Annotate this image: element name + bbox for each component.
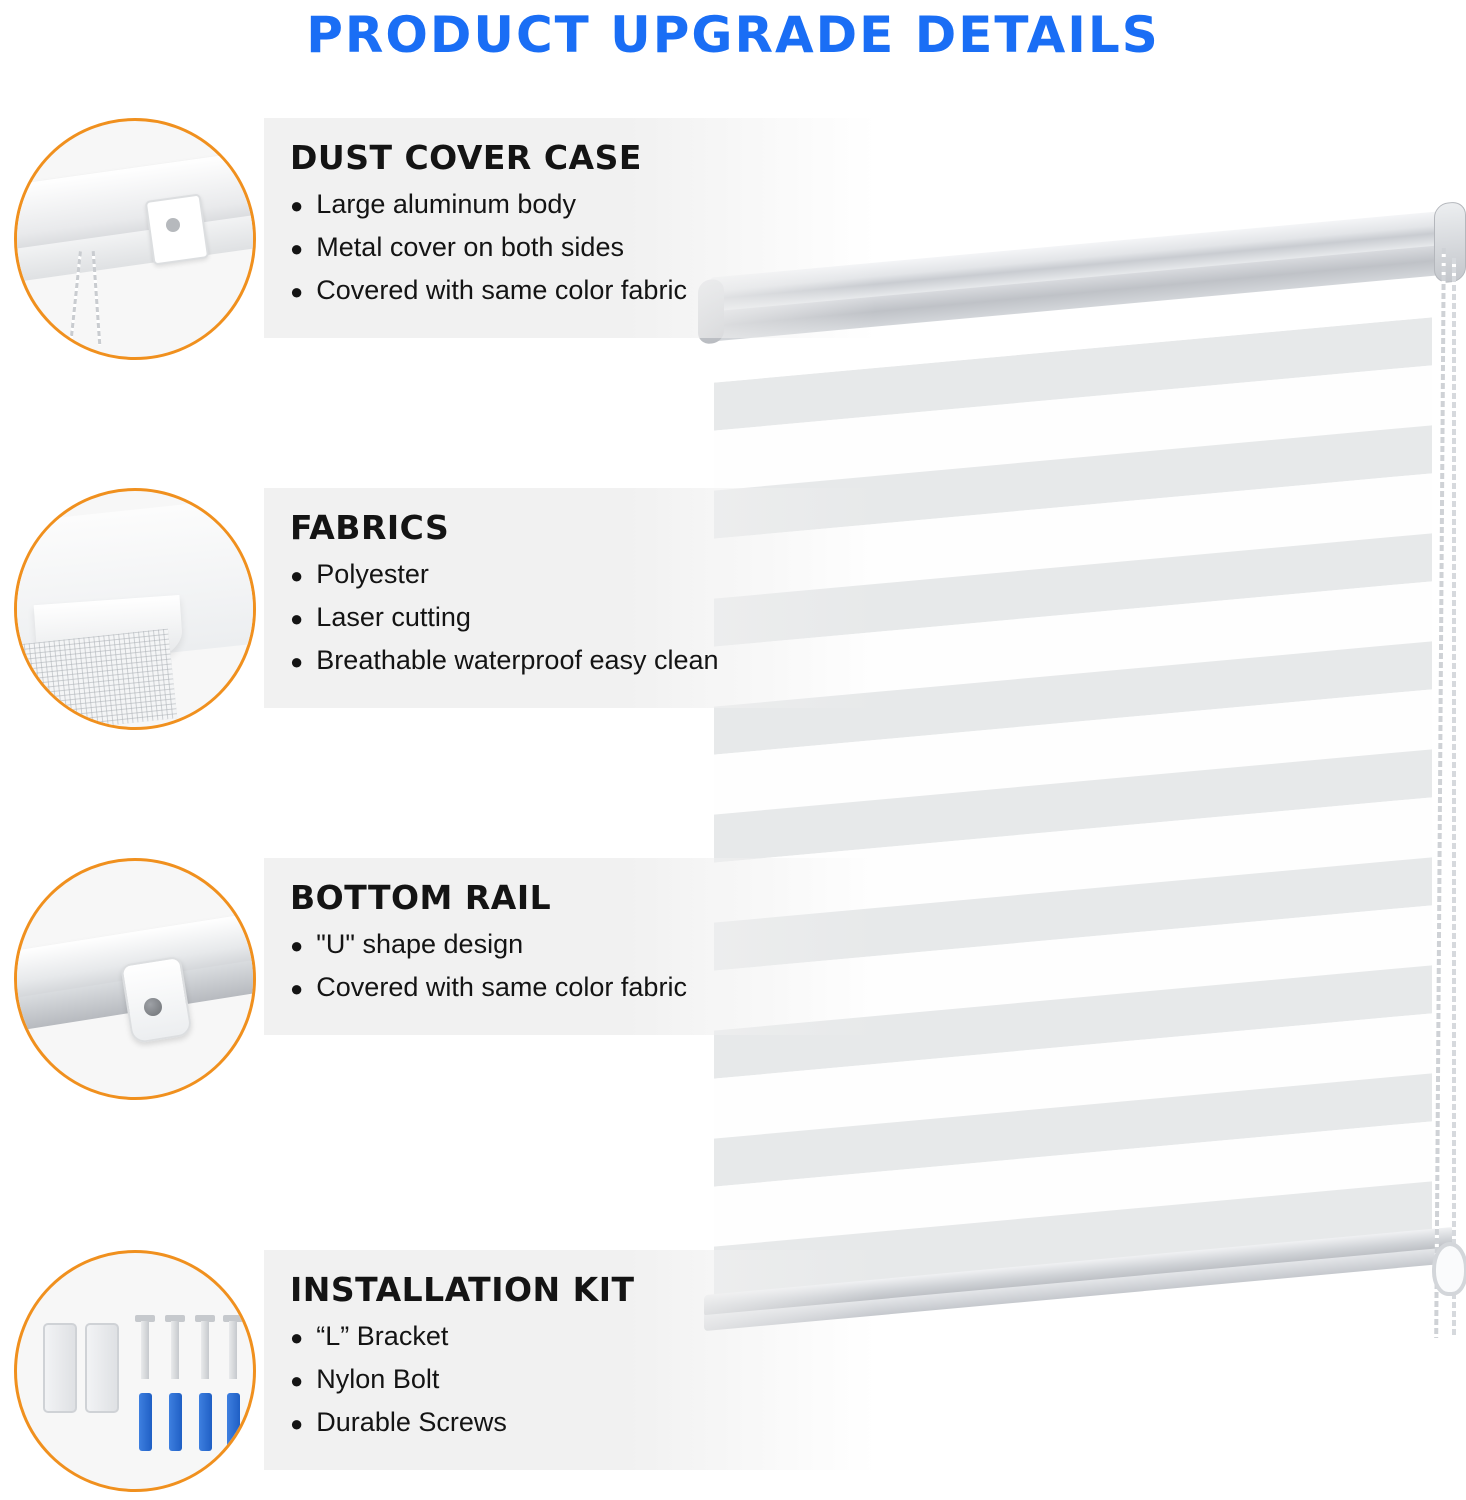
screw-icon: [166, 218, 180, 232]
feature-title: BOTTOM RAIL: [290, 878, 552, 917]
feature-bullet: [290, 1323, 850, 1350]
bullet-dot-icon: ●: [290, 279, 304, 304]
nylon-bolt-icon: [227, 1393, 240, 1451]
feature-bullet: [290, 604, 850, 631]
bullet-dot-icon: ●: [290, 193, 304, 218]
screw-icon: [171, 1321, 179, 1379]
bead-chain-secondary: [1452, 258, 1456, 1338]
feature-bullet: [290, 277, 850, 304]
feature-bullet: [290, 561, 850, 588]
feature-bullet: [290, 931, 850, 958]
nylon-bolt-icon: [199, 1393, 212, 1451]
feature-dust-cover-case: [14, 118, 876, 360]
bullet-dot-icon: ●: [290, 563, 304, 588]
feature-bullet-label: “L” Bracket: [316, 1321, 449, 1351]
bullet-dot-icon: ●: [290, 1368, 304, 1393]
fabric-swatch-icon: [17, 491, 253, 727]
dust-cover-case-icon: [17, 121, 253, 357]
bullet-dot-icon: ●: [290, 649, 304, 674]
bottom-rail-icon: [17, 861, 253, 1097]
feature-bullet-label: Covered with same color fabric: [316, 972, 687, 1002]
bullet-dot-icon: ●: [290, 236, 304, 261]
feature-title: FABRICS: [290, 508, 450, 547]
nylon-bolt-icon: [169, 1393, 182, 1451]
blind-assembly: [690, 200, 1466, 1340]
feature-bullet: [290, 974, 850, 1001]
bullet-dot-icon: ●: [290, 976, 304, 1001]
feature-bullet-label: "U" shape design: [316, 929, 524, 959]
bullet-dot-icon: ●: [290, 606, 304, 631]
fabrics-text: [264, 488, 876, 708]
feature-bullet-label: Covered with same color fabric: [316, 275, 687, 305]
bullet-dot-icon: ●: [290, 1411, 304, 1436]
product-illustration: [690, 200, 1466, 1340]
chain-tensioner: [1432, 1242, 1466, 1296]
feature-bullet: [290, 1366, 850, 1393]
feature-bullet-label: Polyester: [316, 559, 429, 589]
l-bracket-icon: [85, 1323, 119, 1413]
installation-kit-text: [264, 1250, 876, 1470]
screw-icon: [201, 1321, 209, 1379]
feature-fabrics: [14, 488, 876, 730]
feature-bullet: [290, 1409, 850, 1436]
l-bracket-icon: [43, 1323, 77, 1413]
page-title: PRODUCT UPGRADE DETAILS: [306, 6, 1160, 64]
bottom-rail-photo: [14, 858, 256, 1100]
feature-bullet-label: Laser cutting: [316, 602, 471, 632]
installation-kit-photo: [14, 1250, 256, 1492]
feature-bullet-label: Metal cover on both sides: [316, 232, 624, 262]
bead-chain: [1434, 248, 1446, 1338]
dust-cover-case-photo: [14, 118, 256, 360]
screw-icon: [229, 1321, 237, 1379]
bullet-dot-icon: ●: [290, 933, 304, 958]
bottom-rail-text: [264, 858, 876, 1035]
feature-bullet-label: Breathable waterproof easy clean: [316, 645, 719, 675]
feature-bullet: [290, 647, 850, 674]
feature-title: INSTALLATION KIT: [290, 1270, 635, 1309]
headrail-right-endcap: [1434, 201, 1466, 284]
feature-bullet-label: Large aluminum body: [316, 189, 576, 219]
installation-kit-icon: [17, 1253, 253, 1489]
bullet-dot-icon: ●: [290, 1325, 304, 1350]
fabric-mesh-texture: [14, 629, 177, 730]
screw-icon: [141, 1321, 149, 1379]
feature-bullet-label: Nylon Bolt: [316, 1364, 440, 1394]
nylon-bolt-icon: [139, 1393, 152, 1451]
feature-bullet: [290, 191, 850, 218]
dust-cover-case-text: [264, 118, 876, 338]
zebra-fabric-panel: [714, 317, 1432, 1312]
feature-bottom-rail: [14, 858, 876, 1100]
feature-installation-kit: [14, 1250, 876, 1492]
feature-title: DUST COVER CASE: [290, 138, 642, 177]
fabric-swatch-photo: [14, 488, 256, 730]
feature-bullet-label: Durable Screws: [316, 1407, 507, 1437]
feature-bullet: [290, 234, 850, 261]
